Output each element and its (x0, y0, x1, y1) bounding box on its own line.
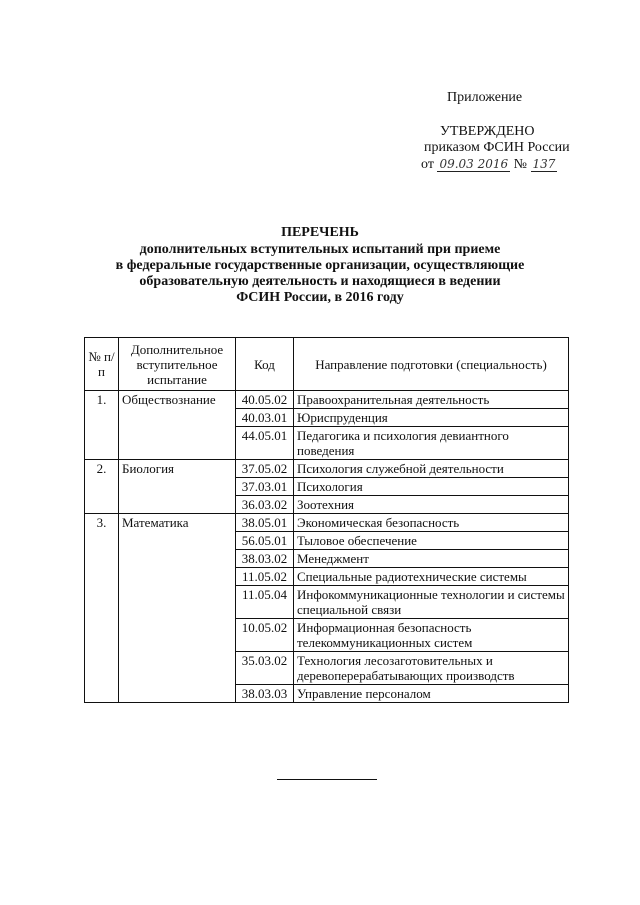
direction-name: Психология служебной деятельности (294, 460, 569, 478)
direction-code: 40.05.02 (236, 391, 294, 409)
exam-name: Биология (119, 460, 236, 514)
direction-code: 38.05.01 (236, 514, 294, 532)
direction-name: Специальные радиотехнические системы (294, 568, 569, 586)
direction-code: 10.05.02 (236, 619, 294, 652)
document-title: ПЕРЕЧЕНЬ (281, 225, 359, 240)
direction-code: 36.03.02 (236, 496, 294, 514)
approved-label: УТВЕРЖДЕНО (440, 124, 535, 139)
order-label: приказом ФСИН России (424, 140, 570, 155)
table-header-row (85, 338, 569, 391)
document-subtitle-line-4: ФСИН России, в 2016 году (236, 290, 404, 305)
direction-name: Экономическая безопасность (294, 514, 569, 532)
direction-name: Менеджмент (294, 550, 569, 568)
direction-name: Правоохранительная деятельность (294, 391, 569, 409)
row-number: 3. (85, 514, 119, 703)
direction-code: 44.05.01 (236, 427, 294, 460)
direction-name: Управление персоналом (294, 685, 569, 703)
appendix-label: Приложение (447, 90, 523, 105)
order-date-line (421, 157, 557, 173)
handwritten-date: 09.03 2016 (439, 157, 509, 171)
direction-name: Зоотехния (294, 496, 569, 514)
table-row (85, 514, 569, 532)
table-row (85, 391, 569, 409)
direction-name: Технология лесозаготовительных и деревоперерабатывающих производств (294, 652, 569, 685)
direction-name: Инфокоммуникационные технологии и системы специальной связи (294, 586, 569, 619)
document-subtitle-line-3: образовательную деятельность и находящиеся в ведении (139, 274, 501, 289)
direction-code: 37.03.01 (236, 478, 294, 496)
table-body (85, 391, 569, 703)
bottom-divider (277, 779, 377, 780)
direction-code: 40.03.01 (236, 409, 294, 427)
direction-name: Информационная безопасность телекоммуникационных систем (294, 619, 569, 652)
direction-code: 38.03.02 (236, 550, 294, 568)
direction-code: 11.05.04 (236, 586, 294, 619)
row-number: 1. (85, 391, 119, 460)
date-prefix: от (421, 157, 434, 172)
exam-name: Обществознание (119, 391, 236, 460)
document-subtitle-line-2: в федеральные государственные организации, осуществляющие (115, 258, 525, 273)
header-code: Код (236, 338, 294, 391)
document-subtitle-line-1: дополнительных вступительных испытаний при приеме (139, 242, 501, 257)
direction-code: 11.05.02 (236, 568, 294, 586)
exam-name: Математика (119, 514, 236, 703)
direction-name: Юриспруденция (294, 409, 569, 427)
header-direction: Направление подготовки (специальность) (294, 338, 569, 391)
direction-name: Тыловое обеспечение (294, 532, 569, 550)
header-num: № п/п (85, 338, 119, 391)
direction-code: 56.05.01 (236, 532, 294, 550)
handwritten-number: 137 (532, 157, 556, 171)
exams-table (84, 337, 569, 703)
direction-code: 35.03.02 (236, 652, 294, 685)
number-sign: № (513, 157, 528, 172)
table-row (85, 460, 569, 478)
header-exam: Дополнительное вступительное испытание (119, 338, 236, 391)
direction-name: Психология (294, 478, 569, 496)
direction-name: Педагогика и психология девиантного поведения (294, 427, 569, 460)
direction-code: 37.05.02 (236, 460, 294, 478)
direction-code: 38.03.03 (236, 685, 294, 703)
row-number: 2. (85, 460, 119, 514)
